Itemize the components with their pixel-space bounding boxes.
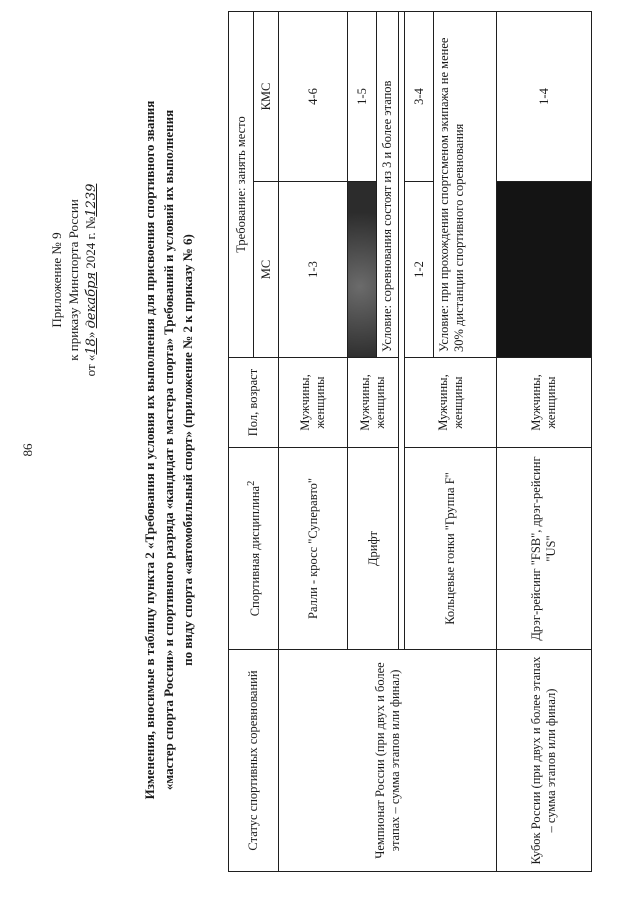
annex-date-mid: » — [83, 331, 98, 339]
table-row — [279, 12, 348, 872]
discipline-rally: Ралли - кросс "Суперавто" — [279, 448, 348, 650]
ms-rally: 1-3 — [279, 182, 348, 358]
annex-order-ref: к приказу Минспорта России — [66, 199, 81, 361]
header-requirement: Требование: занять место — [229, 12, 254, 358]
heading-line-2: «мастер спорта России» и спортивного разряда «кандидат в мастера спорта» Требований и условий их выполнения — [161, 109, 176, 791]
discipline-drift: Дрифт — [348, 448, 399, 650]
ms-drift-redacted — [348, 182, 377, 358]
header-ms: МС — [254, 182, 279, 358]
heading-line-1: Изменения, вносимые в таблицу пункта 2 «Требования и условия их выполнения для присвоения спортивного звания — [142, 100, 157, 800]
kms-rally: 4-6 — [279, 12, 348, 182]
annex-date-prefix: от « — [83, 354, 98, 377]
sex-rally: Мужчины, женщины — [279, 358, 348, 448]
header-sex-age: Пол, возраст — [229, 358, 279, 448]
annex-date-line — [82, 120, 100, 440]
ms-group-f: 1-2 — [405, 182, 434, 358]
annex-title: Приложение № 9 — [49, 232, 64, 328]
status-championship: Чемпионат России (при двух и более этапах – сумма этапов или финал) — [279, 650, 497, 872]
discipline-drag: Дрэг-рейсинг "FSB", дрэг-рейсинг "US" — [497, 448, 592, 650]
annex-block — [48, 120, 100, 440]
kms-group-f: 3-4 — [405, 12, 434, 182]
document-heading — [140, 40, 197, 860]
condition-drift: Условие: соревнования состоят из 3 и более этапов — [377, 12, 399, 358]
header-discipline-footnote: 2 — [245, 480, 257, 486]
annex-day: 18 — [84, 338, 99, 355]
header-kms: КМС — [254, 12, 279, 182]
table-row — [497, 12, 592, 872]
annex-month: декабря — [84, 272, 99, 329]
discipline-group-f: Кольцевые гонки "Группа F" — [405, 448, 497, 650]
header-status: Статус спортивных соревнований — [229, 650, 279, 872]
header-discipline — [229, 448, 279, 650]
kms-drag: 1-4 — [497, 12, 592, 182]
sex-drag: Мужчины, женщины — [497, 358, 592, 448]
sex-drift: Мужчины, женщины — [348, 358, 399, 448]
ms-drag-redacted — [497, 182, 592, 358]
status-cup: Кубок России (при двух и более этапах – сумма этапов или финал) — [497, 650, 592, 872]
annex-number: 1239 — [84, 183, 99, 217]
table-header-row — [229, 12, 254, 872]
kms-drift: 1-5 — [348, 12, 377, 182]
page-number: 86 — [20, 443, 35, 457]
header-discipline-text: Спортивная дисциплина — [248, 485, 263, 617]
condition-group-f: Условие: при прохождении спортсменом экипажа не менее 30% дистанции спортивного соревнования — [434, 12, 497, 358]
annex-year: 2024 г. № — [83, 216, 98, 269]
sex-group-f: Мужчины, женщины — [405, 358, 497, 448]
requirements-table — [228, 11, 592, 872]
heading-line-3: по виду спорта «автомобильный спорт» (приложение № 2 к приказу № 6) — [180, 234, 195, 666]
